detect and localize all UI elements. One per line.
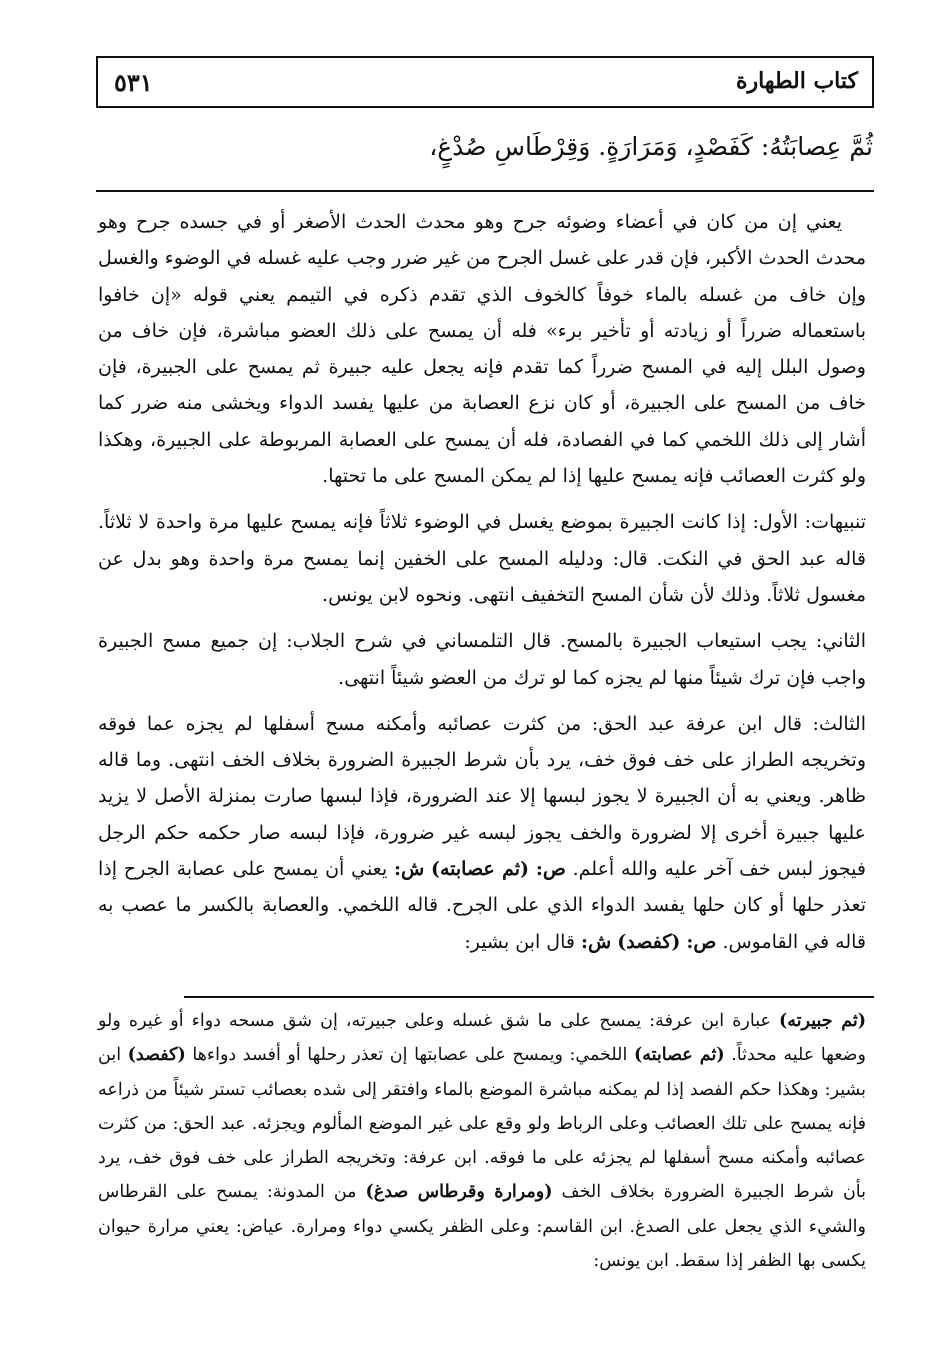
commentary-paragraph: الثاني: يجب استيعاب الجبيرة بالمسح. قال التلمساني في شرح الجلاب: إن جميع مسح الجبيرة واجب فإن ترك شيئاً منها لم يجزه كما لو ترك من العضو شيئاً انتهى. — [98, 630, 866, 689]
footnote-text: من المدونة: يمسح على القرطاس والشيء الذي يجعل على الصدغ. ابن القاسم: وعلى الظفر يكسي دواء ومرارة. عياض: يعني مرارة حيوان يكسى بها الظفر إذا سقط. ابن يونس: — [98, 1182, 866, 1272]
footnotes-section — [98, 1004, 866, 1278]
footnote-text: عبارة ابن عرفة: يمسح على ما شق غسله وعلى جبيرته، إن شق مسحه دواء أو غيره ولو وضعها عليه محدثاً. — [98, 1011, 866, 1066]
footnote-lemma: (ثم جبيرته) — [779, 1011, 866, 1031]
shin-marker: ش: — [581, 930, 612, 953]
matn-quote: (ثم عصابته) — [430, 858, 530, 881]
paragraph-text: يعني أن يمسح على عصابة الجرح إذا تعذر حلها أو كان حلها يفسد الدواء الذي على الجرح. قاله اللخمي. والعصابة بالكسر ما عصب به قاله في القاموس. — [98, 858, 866, 953]
sad-marker: ص: — [535, 858, 566, 881]
paragraph-text: الثالث: قال ابن عرفة عبد الحق: من كثرت عصائبه وأمكنه مسح أسفلها لم يجزه عما فوقه وتخريجه الطراز على خف فوق خف، يرد بأن شرط الجبيرة الضرورة بخلاف الخف انتهى. وما قاله ظاهر. ويعني به أن الجبيرة لا يجوز لبسها إلا عند الضرورة، فإذا لبسها صارت بمنزلة الأصل لا يزيد عليها جبيرة أخرى إلا لضرورة والخف يجوز لبسه غير ضرورة، فإذا لبسه صار حكمه حكم الرجل فيجوز لبس خف آخر عليه والله أعلم. — [98, 712, 866, 881]
commentary-paragraph — [98, 706, 866, 960]
paragraph-text: قال ابن بشير: — [464, 930, 575, 953]
page-number: ٥٣١ — [114, 68, 153, 97]
footnote-lemma: (كفصد) — [127, 1045, 186, 1066]
commentary-paragraph: تنبيهات: الأول: إذا كانت الجبيرة بموضع يغسل في الوضوء ثلاثاً فإنه يمسح عليها مرة واحدة لا ثلاثاً. قاله عبد الحق في النكت. قال: ودليله المسح على الخفين إنما يمسح مرة واحدة وهو بدل عن مغسول ثلاثاً. وذلك لأن شأن المسح التخفيف انتهى. ونحوه لابن يونس. — [98, 511, 866, 606]
matn-quote: (كفصد) — [617, 930, 681, 953]
sad-marker: ص: — [686, 930, 717, 953]
footnote-text: ابن بشير: وهكذا حكم الفصد إذا لم يمكنه مباشرة الموضع بالماء وافتقر إلى شده بعصائب تستر شيئاً من ذراعه فإنه يمسح على تلك العصائب وعلى الرباط ولو وقع على غير الموضع المألوم ويجزئه. عبد الحق: من كثرت عصائبه وأمكنه مسح أسفلها لم يجزئه على ما فوقه. ابن عرفة: وتخريجه الطراز على خف فوق خف، يرد بأن شرط الجبيرة الضرورة بخلاف الخف — [98, 1045, 866, 1203]
commentary-body — [98, 204, 866, 960]
section-divider — [96, 190, 874, 192]
book-title: كتاب الطهارة — [735, 68, 858, 94]
footnote-lemma: (ثم عصابته) — [633, 1045, 725, 1066]
footnote-text: اللخمي: ويمسح على عصابتها إن تعذر رحلها أو أفسد دواءها — [192, 1045, 628, 1066]
footnote-paragraph — [98, 1004, 866, 1278]
matn-text: ثُمَّ عِصابَتُهُ: كَفَصْدٍ، وَمَرَارَةٍ. وَقِرْطَاسِ صُدْغٍ، — [429, 132, 873, 161]
commentary-paragraph: يعني إن من كان في أعضاء وضوئه جرح وهو محدث الحدث الأصغر أو في جسده جرح وهو محدث الحدث الأكبر، فإن قدر على غسل الجرح من غير ضرر وجب عليه غسله في الوضوء والغسل وإن خاف من غسله بالماء خوفاً كالخوف الذي تقدم ذكره في التيمم يعني قوله «إن خافوا باستعماله ضرراً أو زيادته أو تأخير برء» فله أن يمسح على ذلك العضو مباشرة، فإن خاف من وصول البلل إليه في المسح ضرراً كما تقدم فإنه يجعل عليه جبيرة ثم يمسح على الجبيرة، فإن خاف من المسح على الجبيرة، أو كان نزع العصابة من عليها يفسد الدواء ويخشى منه ضرر كما أشار إلى ذلك اللخمي كما في الفصادة، فله أن يمسح على العصابة المربوطة على الجبيرة، وهكذا ولو كثرت العصائب فإنه يمسح عليها إذا لم يمكن المسح على ما تحتها. — [97, 211, 866, 488]
footnote-lemma: (ومرارة وقرطاس صدغ) — [365, 1182, 553, 1203]
footnote-divider — [184, 996, 874, 998]
running-header — [96, 56, 874, 108]
shin-marker: ش: — [393, 858, 425, 881]
